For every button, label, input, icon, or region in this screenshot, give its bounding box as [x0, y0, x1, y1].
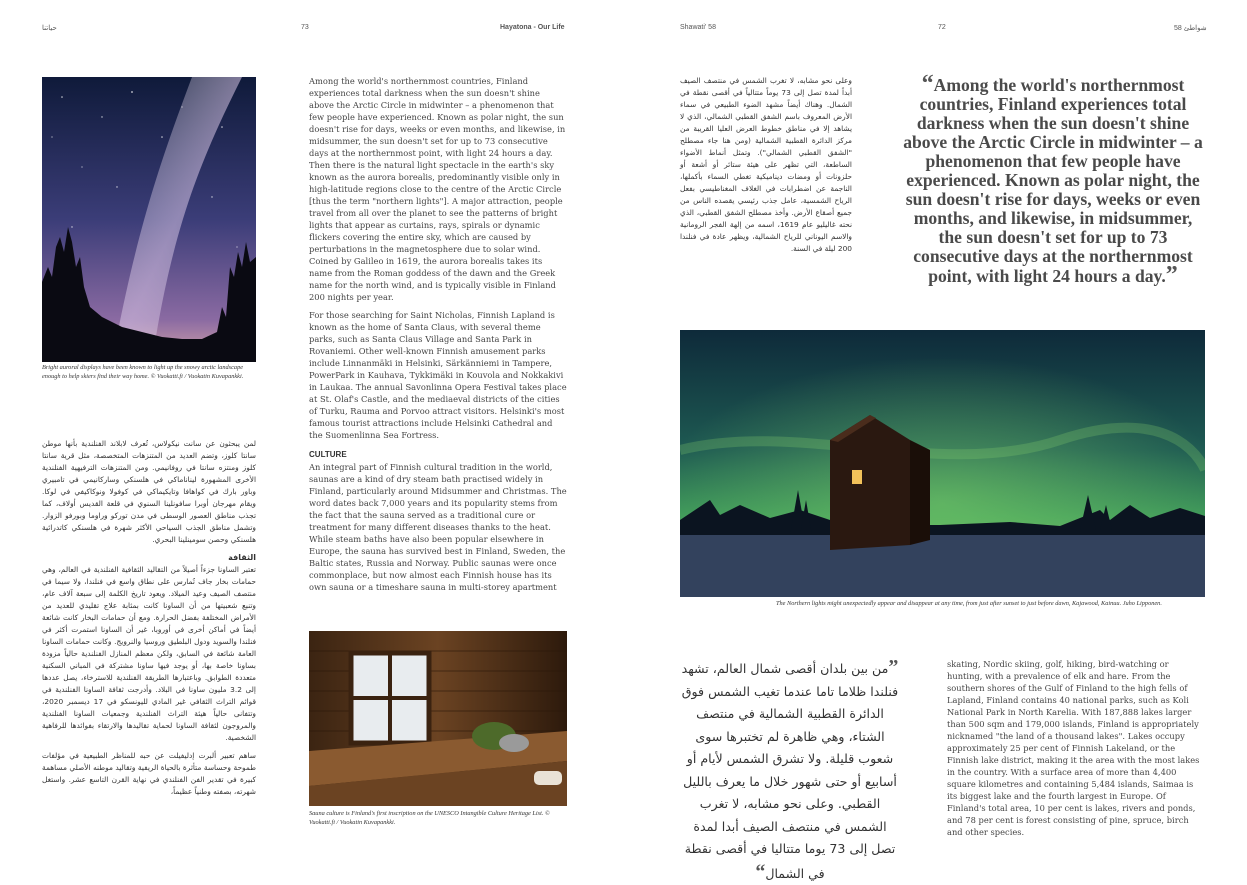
header-right-page-number: 72 [938, 24, 946, 31]
close-quote-icon: ” [1165, 262, 1178, 288]
english-column-2: skating, Nordic skiing, golf, hiking, bird-watching or hunting, with a prevalence of elk and hare. From the southern shores of the Gulf of Finland to the high fells of Lapland, Finland contains 40 national parks, such as Koli National Park in North Karelia. With 187,888 lakes larger than 500 sqm and 179,000 islands, Finland is appropriately nicknamed "the land of a thousand lakes". Lakes occupy approximately 25 per cent of Finnish Lakeland, or the Finnish lake district, making it the area with the most lakes in the country. With a surface area of more than 4,400 square kilometres and containing 5,484 islands, Saimaa is its biggest lake and the fourth largest in Europe. Of Finland's total area, 10 per cent is lakes, rivers and ponds, and 78 per cent is forest consisting of pine, spruce, birch and other species. [947, 659, 1200, 837]
header-right-arabic: شواطئ 58 [1174, 25, 1207, 32]
paragraph-santa-claus: For those searching for Saint Nicholas, Finnish Lapland is known as the home of Santa Claus, with several theme parks, such as Santa Claus Village and Santa Park in Rovaniemi. Other well-known Finnish amusement parks include Linnanmäki in Helsinki, Särkänniemi in Tampere, PowerPark in Kauhava, Tykkimäki in Kouvola and Nokkakivi in Laukaa. The annual Savonlinna Opera Festival takes place at St. Olaf's Castle, and the mediaeval districts of the cities of Turku, Rauma and Porvoo attract visitors. Helsinki's most famous tourist attractions include Helsinki Cathedral and the Suomenlinna Sea Fortress. [309, 310, 567, 440]
pull-quote-english-text: Among the world's northernmost countries, Finland experiences total darkness when the sun doesn't shine above the Arctic Circle in midwinter – a phenomenon that few people have experienced. Known as polar night, the sun doesn't rise for days, weeks or even months, and likewise, in midsummer, the sun doesn't set for up to 73 consecutive days at the northernmost point, with light 24 hours a day. [903, 75, 1203, 286]
paragraph-polar-night: Among the world's northernmost countries, Finland experiences total darkness when the sun doesn't shine above the Arctic Circle in midwinter – a phenomenon that few people have experienced. Known as polar night, the sun doesn't rise for days, weeks or even months, and likewise, in midsummer, the sun doesn't set for up to 73 consecutive days at the northernmost point, with light 24 hours a day. Then there is the natural light spectacle in the earth's sky known as the aurora borealis, predominantly visible only in high-latitude regions close to the centre of the Arctic Circle [thus the term "northern lights"]. A major attraction, people travel from all over the planet to see the patterns of bright lights that appear as curtains, rays, spirals or dynamic flickers covering the entire sky, which are caused by perturbations in the magnetosphere due to solar wind. Coined by Galileo in 1619, the aurora borealis takes its name from the Roman goddess of the dawn and the Greek name for the north wind, and is typically visible in Finland 200 nights per year. [309, 76, 566, 302]
open-quote-icon: “ [921, 71, 934, 97]
photo2-caption: Sauna culture is Finland's first inscription on the UNESCO Intangible Culture Heritage List. © Vuokatti.fi / Vuokatin Kuvapankki. [309, 810, 550, 826]
arabic-close-quote-icon: “ [755, 860, 766, 883]
arabic-column-left [42, 438, 256, 798]
header-right-title: Shawati' 58 [680, 24, 716, 31]
sauna-photo [309, 631, 567, 806]
arabic-paragraph-art: ساهم تعبير ألبرت إدليفيلت عن حبه للمناظر الطبيعية في مؤلفات طموحة وحساسة متأثرة بالحياة الريفية وتقاليد موطنه الأصلي مساهمة كبيرة في تقدير الفن الفنلندي في نهاية القرن التاسع عشر. واستغل شهرته، بصفته وطنياً عظيماً، [42, 751, 256, 796]
arabic-culture-heading: الثقافة [228, 553, 256, 562]
pull-quote-arabic-text: من بين بلدان أقصى شمال العالم، تشهد فنلندا ظلاما تاما عندما تغيب الشمس فوق الدائرة القطبية الشمالية في منتصف الشتاء، وهي ظاهرة لم تختبرها سوى شعوب قليلة. ولا تشرق الشمس لأيام أو أسابيع أو حتى شهور خلال ما يعرف بالليل القطبي. وعلى نحو مشابه، لا تغرب الشمس في منتصف الصيف أبدا لمدة تصل إلى 73 يوما متتاليا في أقصى نقطة في الشمال [681, 661, 899, 881]
english-column-1 [309, 75, 567, 593]
arabic-column-top: وعلى نحو مشابه، لا تغرب الشمس في منتصف الصيف أبداً لمدة تصل إلى 73 يوماً متتالياً في أقصى نقطة في الشمال. وهناك أيضاً مشهد الضوء الطبيعي في سماء الأرض المعروف باسم الشفق القطبي الشمالي، الذي لا يشاهد إلا في مناطق خطوط العرض العليا القريبة من مركز الدائرة القطبية الشمالية (ومن هنا جاء مصطلح "الشفق القطبي الشمالي"). وتمثل أنماط الأضواء الساطعة، التي تظهر على هيئة ستائر أو أشعة أو حلزونات أو ومضات ديناميكية تغطي السماء بأكملها، الناجمة عن اضطرابات في الغلاف المغناطيسي بفعل الرياح الشمسية، عامل جذب رئيسي يقصده الناس من جميع أصقاع الأرض. وأخذ مصطلح الشفق القطبي، الذي نحته غاليليو عام 1619، اسمه من إلهة الفجر الرومانية والاسم اليوناني للرياح الشمالية، ويظهر عادة في فنلندا 200 ليلة في السنة. [680, 76, 852, 253]
paragraph-sauna: An integral part of Finnish cultural tradition in the world, saunas are a kind of dry steam bath practised widely in Finland, particularly around Midsummer and Christmas. The word dates back 7,000 years and its popularity stems from the fact that the sauna served as a traditional cure or treatment for many different diseases thanks to the heat. While steam baths have also been popular elsewhere in Europe, the sauna has survived best in Finland, Sweden, the Baltic states, Russia and Norway. Public saunas were once commonplace, but now almost each Finnish house has its own sauna or a timeshare sauna in multi-storey apartment [309, 462, 567, 592]
header-left-arabic: حياتنا [42, 25, 57, 32]
arabic-open-quote-icon: ” [888, 656, 899, 678]
arabic-paragraph-sauna: تعتبر الساونا جزءاً أصيلاً من التقاليد الثقافية الفنلندية في العالم، وهي حمامات بخار جاف تُمارس على نطاق واسع في فنلندا، ولا سيما في منتصف الصيف وعيد الميلاد. ويعود تاريخ الكلمة إلى سبعة آلاف عام، وتنبع شعبيتها من أن الساونا كانت بمثابة علاج تقليدي للعديد من الأمراض المختلفة بفضل الحرارة. ومع أن حمامات البخار كانت شائعة أيضاً في أماكن أخرى في أوروبا، غير أن الساونا استمرت أكثر في فنلندا والسويد ودول البلطيق وروسيا والنرويج. وكانت حمامات الساونا العامة شائعة في السابق، ولكن معظم المنازل الفنلندية حالياً مزودة بساونا خاصة بها، أو يوجد فيها ساونا مشتركة في المباني السكنية متعددة الطوابق. وباعتبارها الطريقة الفنلندية للاسترخاء، يصل عددها إلى 3.2 مليون ساونا في البلاد. وأدرجت ثقافة الساونا الفنلندية في قوائم التراث الثقافي غير المادي لليونسكو في 17 ديسمبر 2020، وتتفانى حالياً هيئة التراث الفنلندية وجمعيات الساونا الفنلندية والمروجون لثقافة الساونا لحماية تقاليدها والارتقاء بفوائدها للرفاهية الشخصية. [42, 565, 256, 742]
header-left-title: Hayatona - Our Life [500, 24, 565, 31]
milky-way-photo [42, 77, 256, 362]
aurora-barn-photo [680, 330, 1205, 597]
arabic-paragraph-santa: لمن يبحثون عن سانت نيكولاس، تُعرف لابلاند الفنلندية بأنها موطن سانتا كلوز، وتضم العديد من المتنزهات المتخصصة، مثل قرية سانتا كلوز ومنتزه سانتا في روفانيمي. ومن المتنزهات الترفيهية الفنلندية الأخرى المشهورة ليناناماكي في هلسنكي وساركانيمي في تامبيري وباور بارك في كواهافا وتايكيماكي في كوفولا ونوكاكيفي في لوكا. ويقام مهرجان أوبرا سافونلينا السنوي في قلعة القديس أولاف، كما تجذب مناطق العصور الوسطى في مدن توركو وراوما وبورفو الزوار. وتشمل مناطق الجذب السياحي الأكثر شهرة في هلسنكي كاتدرائية هلسنكي وحصن سومينلينا البحري. [42, 439, 256, 544]
photo1-caption: Bright auroral displays have been known to light up the snowy arctic landscape enough to help skiers find their way home. © Vuokatti.fi / Vuokatin Kuvapankki. [42, 364, 244, 380]
culture-heading: CULTURE [309, 450, 347, 459]
pull-quote-english [903, 71, 1203, 288]
photo3-caption: The Northern lights might unexpectedly appear and disappear at any time, from just after sunset to just before dawn, Kajawood, Kainuu. Juho Lipponen. [776, 600, 1162, 607]
pull-quote-arabic [680, 656, 900, 885]
header-left-page-number: 73 [301, 24, 309, 31]
